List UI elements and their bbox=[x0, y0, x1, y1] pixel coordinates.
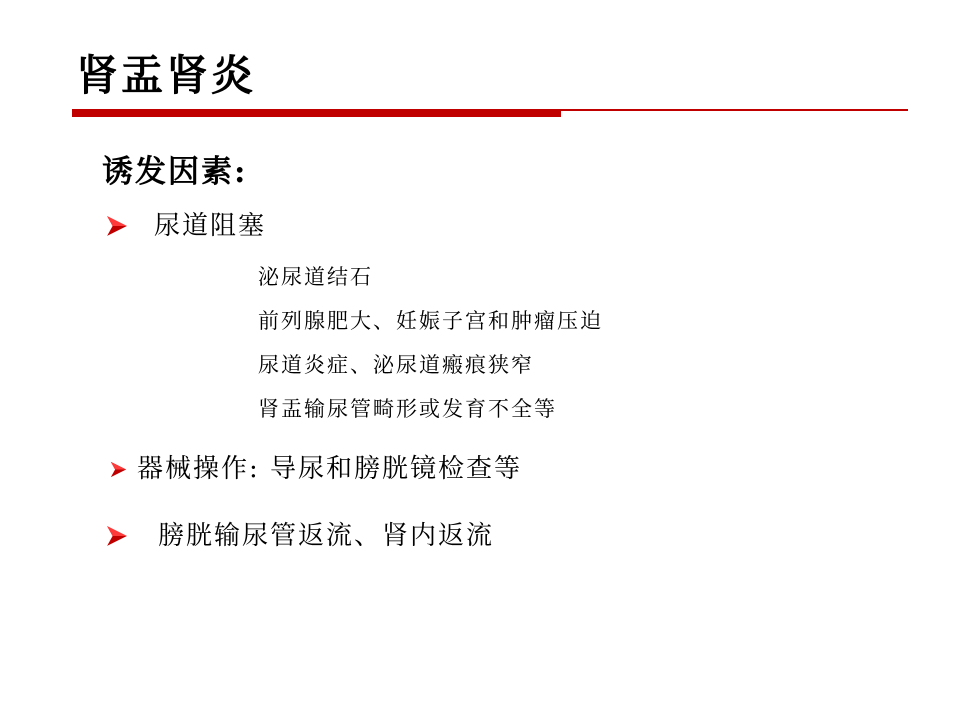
sub-list-item: 前列腺肥大、妊娠子宫和肿瘤压迫 bbox=[258, 309, 603, 333]
sub-list-item: 尿道炎症、泌尿道瘢痕狭窄 bbox=[258, 353, 534, 377]
bullet-label: 尿道阻塞 bbox=[154, 211, 267, 241]
title-divider-thick bbox=[72, 111, 561, 117]
sub-list-item: 泌尿道结石 bbox=[258, 265, 373, 289]
slide-title: 肾盂肾炎 bbox=[76, 51, 257, 100]
section-heading: 诱发因素: bbox=[102, 154, 248, 190]
bullet-label: 器械操作: 导尿和膀胱镜检查等 bbox=[137, 454, 523, 484]
arrowhead-icon bbox=[106, 215, 128, 237]
sub-list-item: 肾盂输尿管畸形或发育不全等 bbox=[258, 397, 557, 421]
bullet-item-instrumentation bbox=[110, 451, 522, 487]
bullet-item-obstruction bbox=[106, 208, 266, 244]
sub-item-list bbox=[258, 255, 603, 431]
arrowhead-icon bbox=[110, 461, 127, 478]
bullet-label: 膀胱输尿管返流、肾内返流 bbox=[158, 521, 495, 551]
arrowhead-icon bbox=[106, 525, 128, 547]
bullet-item-reflux bbox=[106, 518, 494, 554]
